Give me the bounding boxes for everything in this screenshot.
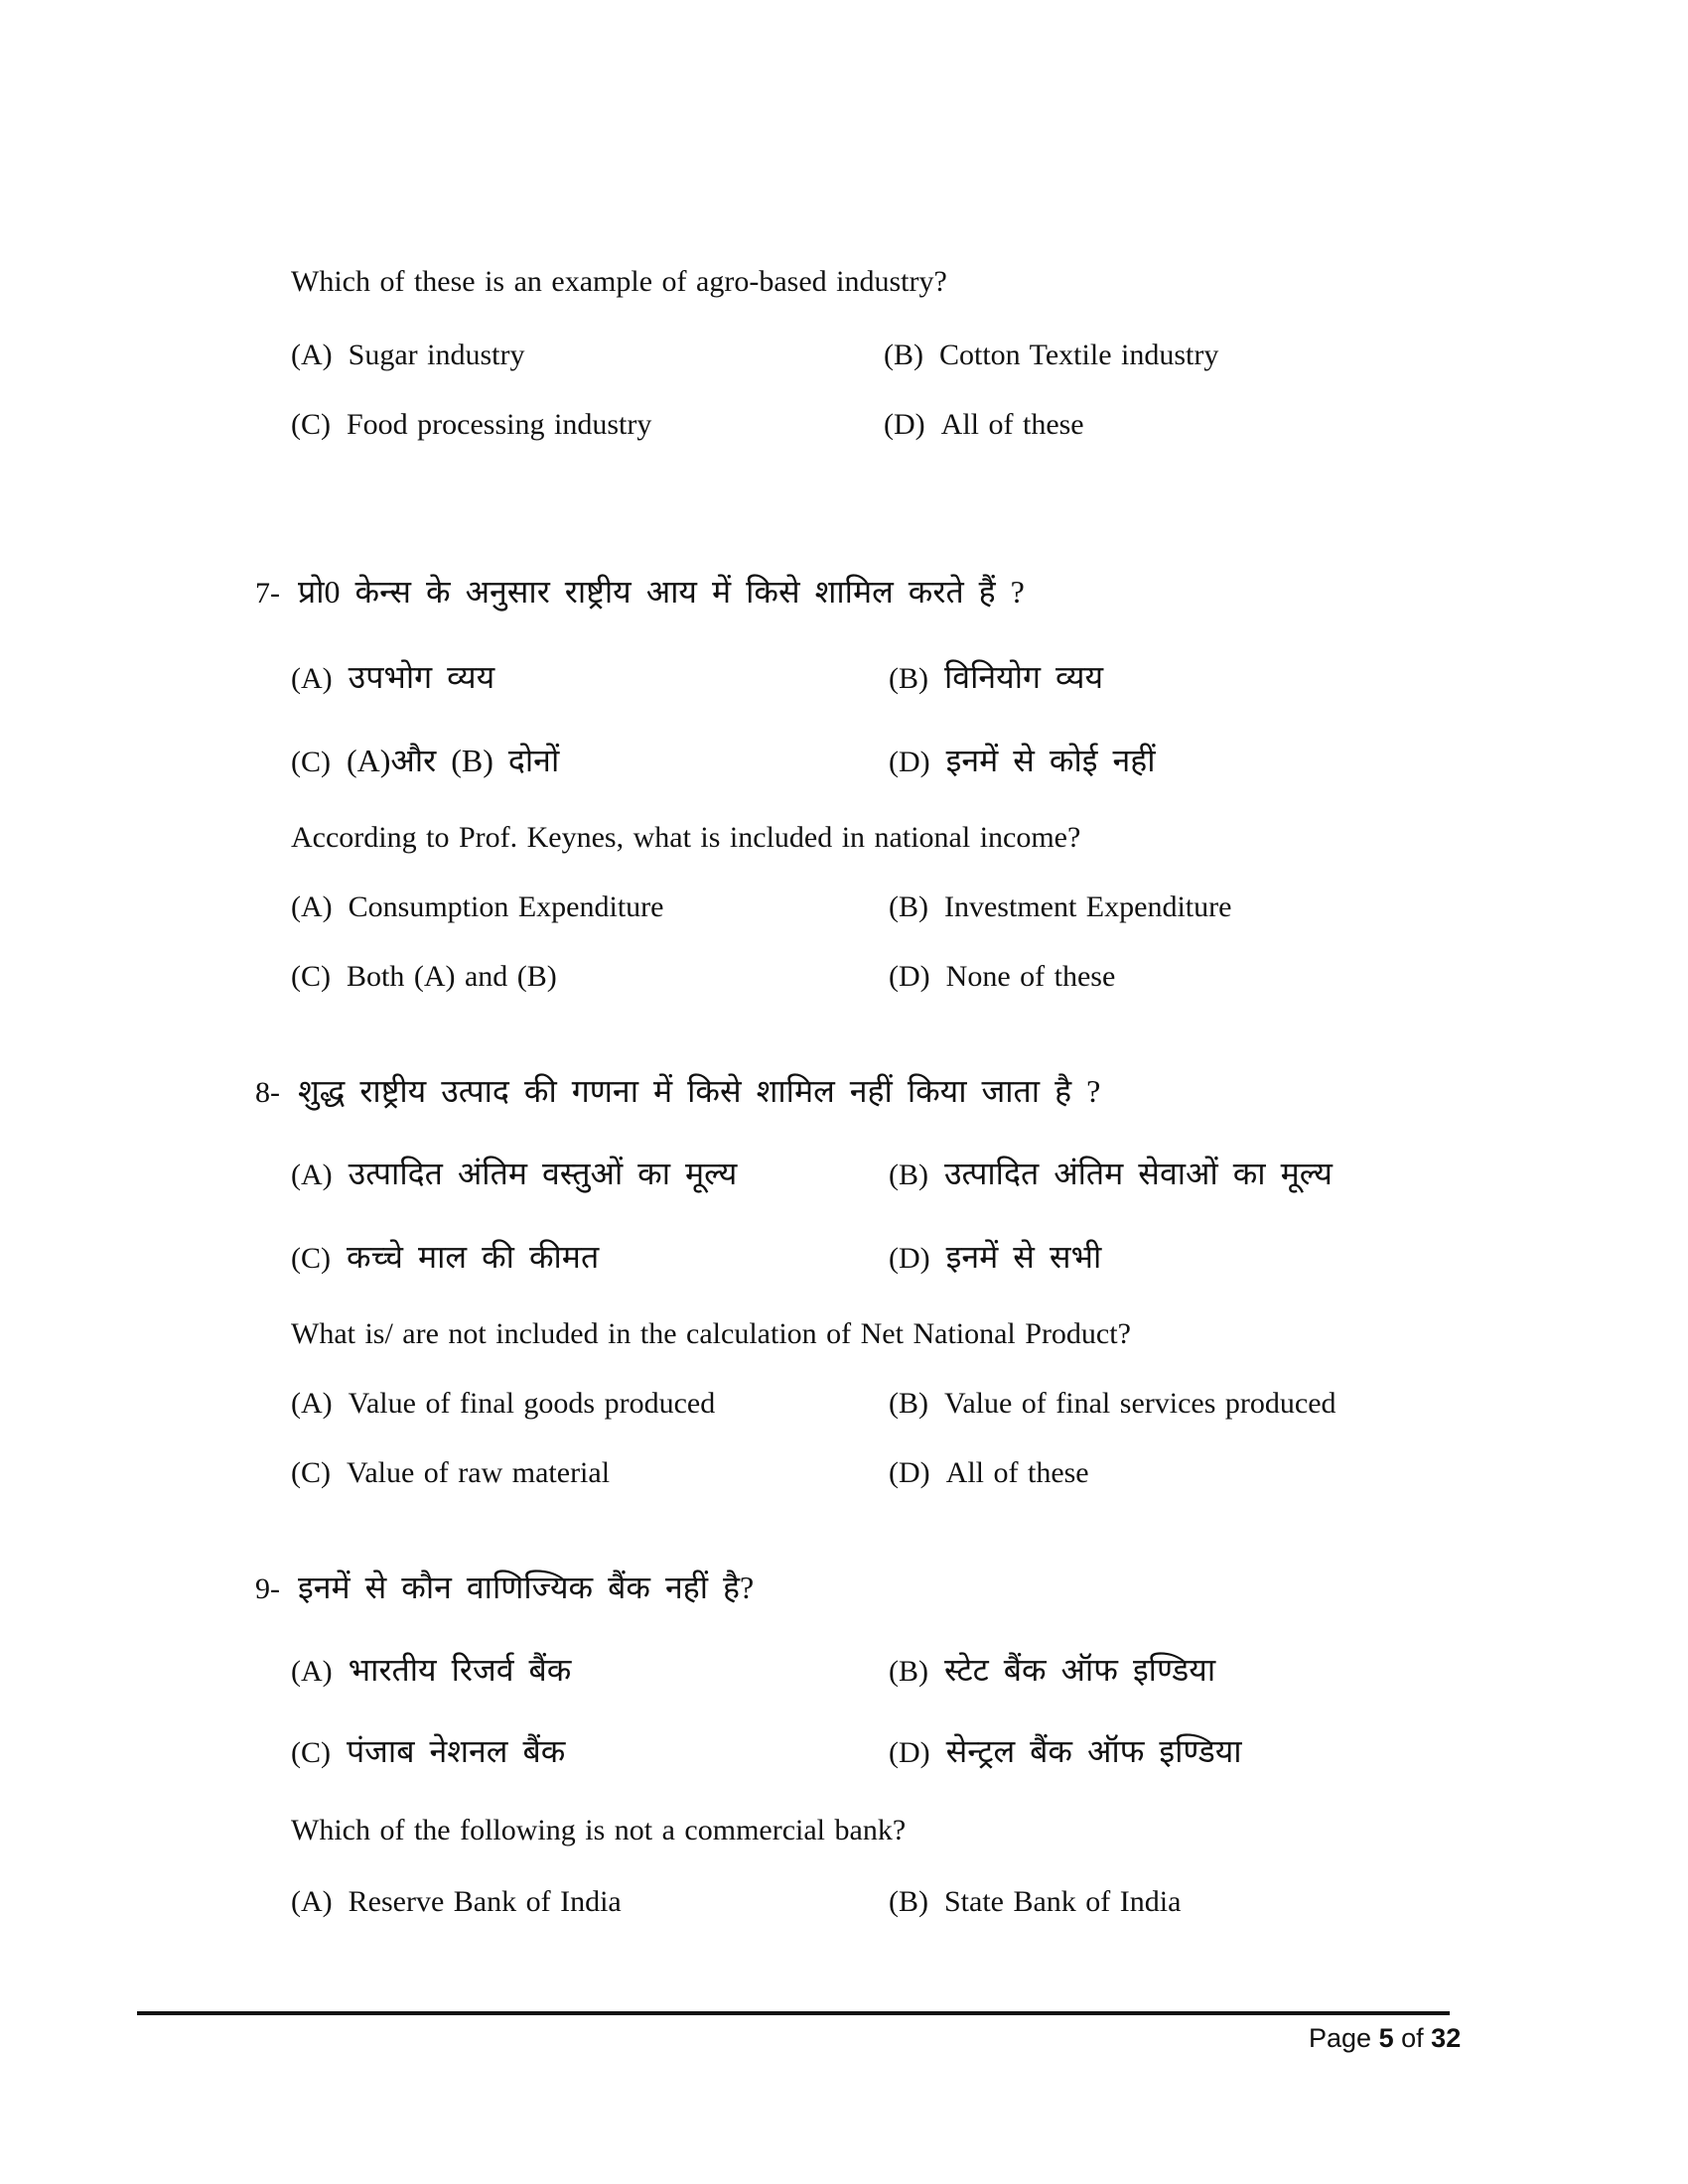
- option-key: (D): [889, 1736, 930, 1769]
- option-text: कच्चे माल की कीमत: [347, 1239, 600, 1275]
- option-text: इनमें से सभी: [945, 1239, 1102, 1275]
- option-key: (C): [291, 960, 331, 993]
- option-text: (A)और (B) दोनों: [347, 743, 560, 778]
- question-text: Which of the following is not a commercial bank?: [291, 1814, 907, 1846]
- option-key: (A): [291, 1885, 333, 1918]
- footer-current-page: 5: [1378, 2023, 1394, 2053]
- question-8-hindi-text: [255, 1068, 1100, 1116]
- option-text: Value of raw material: [347, 1456, 611, 1489]
- question-7-hindi-text: [255, 569, 1025, 616]
- option-key: (B): [889, 1885, 928, 1918]
- option-text: भारतीय रिजर्व बैंक: [348, 1652, 572, 1688]
- question-8-hindi-option-b: [889, 1151, 1333, 1198]
- option-text: स्टेट बैंक ऑफ इण्डिया: [944, 1652, 1216, 1688]
- option-text: पंजाब नेशनल बैंक: [347, 1733, 566, 1769]
- question-9-option-a: [291, 1881, 622, 1923]
- footer-divider: [137, 2011, 1450, 2015]
- footer-word-of: of: [1401, 2023, 1424, 2053]
- option-text: Investment Expenditure: [944, 890, 1232, 923]
- option-key: (A): [291, 890, 333, 923]
- option-text: Sugar industry: [348, 339, 525, 371]
- option-text: Value of final services produced: [944, 1387, 1336, 1420]
- option-text: Cotton Textile industry: [939, 339, 1219, 371]
- option-key: (D): [889, 746, 930, 778]
- option-key: (A): [291, 1655, 333, 1688]
- question-9-english-text: [291, 1810, 906, 1851]
- question-8-hindi-option-a: [291, 1151, 737, 1198]
- option-key: (C): [291, 1456, 331, 1489]
- question-7-hindi-option-c: [291, 738, 559, 785]
- question-text: शुद्ध राष्ट्रीय उत्पाद की गणना में किसे शामिल नहीं किया जाता है ?: [298, 1073, 1101, 1109]
- option-key: (B): [889, 662, 928, 695]
- option-key: (D): [884, 408, 925, 441]
- question-7-option-c: [291, 956, 557, 998]
- page-number-label: [1309, 2023, 1461, 2054]
- option-key: (C): [291, 1736, 331, 1769]
- option-key: (C): [291, 408, 331, 441]
- question-8-option-d: [889, 1452, 1089, 1494]
- option-text: Food processing industry: [347, 408, 652, 441]
- option-text: Both (A) and (B): [347, 960, 557, 993]
- option-key: (B): [889, 890, 928, 923]
- option-text: All of these: [940, 408, 1084, 441]
- question-6-english-text: [291, 261, 947, 303]
- option-text: इनमें से कोई नहीं: [945, 743, 1156, 778]
- question-text: According to Prof. Keynes, what is included in national income?: [291, 821, 1081, 854]
- question-9-option-b: [889, 1881, 1181, 1923]
- option-key: (D): [889, 960, 930, 993]
- question-7-hindi-option-d: [889, 738, 1156, 785]
- question-number: 9-: [255, 1572, 280, 1605]
- question-6-option-a: [291, 335, 524, 376]
- question-6-option-b: [884, 335, 1218, 376]
- option-text: विनियोग व्यय: [944, 659, 1104, 695]
- option-text: उपभोग व्यय: [348, 659, 495, 695]
- option-text: उत्पादित अंतिम सेवाओं का मूल्य: [944, 1156, 1333, 1191]
- question-8-english-text: [291, 1313, 1131, 1355]
- question-6-option-d: [884, 404, 1084, 446]
- question-text: इनमें से कौन वाणिज्यिक बैंक नहीं है?: [298, 1570, 755, 1605]
- question-9-hindi-option-a: [291, 1647, 571, 1695]
- option-key: (A): [291, 1387, 333, 1420]
- option-key: (A): [291, 1159, 333, 1191]
- footer-total-pages: 32: [1431, 2023, 1462, 2053]
- question-9-hindi-option-b: [889, 1647, 1215, 1695]
- question-7-english-text: [291, 817, 1080, 859]
- question-8-option-c: [291, 1452, 610, 1494]
- option-key: (B): [889, 1387, 928, 1420]
- question-7-option-a: [291, 887, 663, 928]
- option-text: State Bank of India: [944, 1885, 1182, 1918]
- question-8-hindi-option-d: [889, 1234, 1101, 1282]
- option-text: सेन्ट्रल बैंक ऑफ इण्डिया: [945, 1733, 1242, 1769]
- question-7-option-d: [889, 956, 1115, 998]
- option-text: Consumption Expenditure: [348, 890, 664, 923]
- question-8-option-b: [889, 1383, 1336, 1425]
- option-key: (C): [291, 746, 331, 778]
- option-key: (A): [291, 662, 333, 695]
- option-text: Value of final goods produced: [348, 1387, 716, 1420]
- option-key: (B): [889, 1159, 928, 1191]
- question-number: 7-: [255, 577, 280, 610]
- option-text: Reserve Bank of India: [348, 1885, 622, 1918]
- option-key: (A): [291, 339, 333, 371]
- question-7-option-b: [889, 887, 1231, 928]
- question-text: प्रो0 केन्स के अनुसार राष्ट्रीय आय में किसे शामिल करते हैं ?: [298, 574, 1025, 610]
- question-7-hindi-option-b: [889, 654, 1103, 702]
- question-7-hindi-option-a: [291, 654, 494, 702]
- option-text: All of these: [945, 1456, 1089, 1489]
- option-key: (B): [889, 1655, 928, 1688]
- option-key: (D): [889, 1456, 930, 1489]
- option-key: (B): [884, 339, 923, 371]
- question-8-hindi-option-c: [291, 1234, 599, 1282]
- question-6-option-c: [291, 404, 651, 446]
- option-key: (C): [291, 1242, 331, 1275]
- option-text: None of these: [945, 960, 1116, 993]
- option-text: उत्पादित अंतिम वस्तुओं का मूल्य: [348, 1156, 738, 1191]
- question-8-option-a: [291, 1383, 715, 1425]
- question-text: What is/ are not included in the calculation of Net National Product?: [291, 1317, 1131, 1350]
- question-9-hindi-option-d: [889, 1728, 1242, 1776]
- question-text: Which of these is an example of agro-based industry?: [291, 265, 947, 298]
- question-9-hindi-option-c: [291, 1728, 565, 1776]
- option-key: (D): [889, 1242, 930, 1275]
- footer-word-page: Page: [1309, 2023, 1372, 2053]
- question-number: 8-: [255, 1076, 280, 1109]
- question-9-hindi-text: [255, 1565, 754, 1612]
